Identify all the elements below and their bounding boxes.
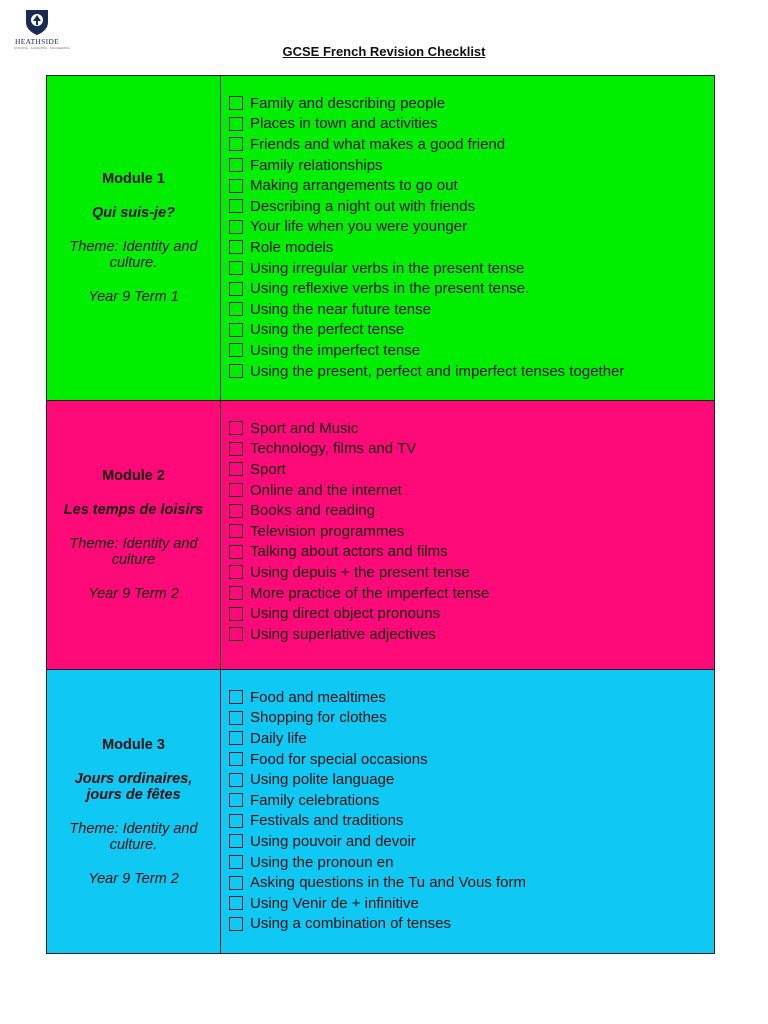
checklist-item-label: Television programmes	[250, 522, 405, 540]
module-theme	[69, 821, 197, 853]
theme-line: Theme: Identity and	[69, 820, 198, 837]
checklist-item-label: Talking about actors and films	[250, 543, 448, 561]
theme-line: culture	[111, 552, 156, 568]
checklist-item	[229, 708, 714, 729]
checklist-item	[229, 93, 714, 114]
checklist-item-label: Family relationships	[250, 156, 383, 174]
checklist-item-label: Using a combination of tenses	[250, 915, 451, 933]
module-row	[47, 76, 714, 400]
checkbox[interactable]	[229, 524, 243, 538]
checkbox[interactable]	[229, 752, 243, 766]
checklist-item-label: More practice of the imperfect tense	[250, 584, 490, 602]
checklist-item-label: Using polite language	[250, 771, 395, 789]
checklist-item-label: Using the pronoun en	[250, 853, 394, 871]
checkbox[interactable]	[229, 627, 243, 641]
checkbox[interactable]	[229, 876, 243, 890]
checkbox[interactable]	[229, 158, 243, 172]
checklist-item-label: Family and describing people	[250, 94, 446, 112]
checkbox[interactable]	[229, 240, 243, 254]
checklist-item	[229, 278, 714, 299]
module-row	[47, 669, 714, 953]
checklist-item-label: Sport and Music	[250, 419, 359, 437]
module-info	[47, 76, 221, 400]
checklist-item	[229, 852, 714, 873]
checklist-item-label: Using the perfect tense	[250, 321, 405, 339]
checklist-item	[229, 728, 714, 749]
checklist-item	[229, 914, 714, 935]
module-subtitle: Les temps de loisirs	[63, 502, 204, 518]
checklist-item-label: Shopping for clothes	[250, 709, 387, 727]
checklist-item	[229, 340, 714, 361]
checklist-item-label: Using the present, perfect and imperfect tenses together	[250, 362, 625, 380]
checkbox[interactable]	[229, 793, 243, 807]
checkbox[interactable]	[229, 483, 243, 497]
checklist-item	[229, 114, 714, 135]
checklist-item-label: Technology, films and TV	[250, 440, 417, 458]
checklist-item-label: Describing a night out with friends	[250, 197, 476, 215]
module-term: Year 9 Term 2	[88, 586, 179, 602]
module-info	[47, 670, 221, 953]
checkbox[interactable]	[229, 442, 243, 456]
checklist-item	[229, 562, 714, 583]
checkbox[interactable]	[229, 323, 243, 337]
checklist-item-label: Your life when you were younger	[250, 218, 468, 236]
checklist-item	[229, 769, 714, 790]
topic-list	[221, 670, 714, 953]
checklist-item-label: Using Venir de + infinitive	[250, 894, 419, 912]
checklist-item	[229, 217, 714, 238]
checklist-item-label: Using the near future tense	[250, 300, 431, 318]
checklist-table	[46, 75, 715, 954]
module-title: Module 2	[102, 468, 165, 484]
module-subtitle	[75, 771, 193, 803]
checklist-item-label: Using pouvoir and devoir	[250, 832, 416, 850]
checklist-item	[229, 320, 714, 341]
checklist-item-label: Food and mealtimes	[250, 688, 386, 706]
logo-tagline: STRIVING · ACHIEVING · SUCCEEDING	[14, 46, 70, 50]
checklist-item	[229, 603, 714, 624]
module-title: Module 3	[102, 736, 165, 753]
checklist-item	[229, 624, 714, 645]
checklist-item	[229, 583, 714, 604]
checklist-item	[229, 811, 714, 832]
checkbox[interactable]	[229, 834, 243, 848]
checkbox[interactable]	[229, 364, 243, 378]
checkbox[interactable]	[229, 545, 243, 559]
checklist-item	[229, 134, 714, 155]
checkbox[interactable]	[229, 773, 243, 787]
checkbox[interactable]	[229, 896, 243, 910]
checklist-item-label: Using direct object pronouns	[250, 605, 441, 623]
logo-name: HEATHSIDE	[15, 37, 59, 46]
module-term: Year 9 Term 1	[88, 289, 179, 305]
checkbox[interactable]	[229, 343, 243, 357]
checkbox[interactable]	[229, 690, 243, 704]
topic-list	[221, 401, 714, 669]
checkbox[interactable]	[229, 220, 243, 234]
checklist-item	[229, 687, 714, 708]
checkbox[interactable]	[229, 421, 243, 435]
checklist-item	[229, 790, 714, 811]
checkbox[interactable]	[229, 179, 243, 193]
shield-crest-icon	[24, 8, 50, 36]
topic-list	[221, 76, 714, 400]
checklist-item	[229, 299, 714, 320]
checklist-item	[229, 521, 714, 542]
checklist-item	[229, 237, 714, 258]
checklist-item	[229, 418, 714, 439]
checkbox[interactable]	[229, 117, 243, 131]
checkbox[interactable]	[229, 302, 243, 316]
checkbox[interactable]	[229, 731, 243, 745]
checklist-item	[229, 155, 714, 176]
page-title: GCSE French Revision Checklist	[282, 44, 486, 59]
checklist-item-label: Friends and what makes a good friend	[250, 135, 506, 153]
checklist-item-label: Family celebrations	[250, 791, 380, 809]
checklist-item-label: Sport	[250, 460, 286, 478]
module-term: Year 9 Term 2	[88, 870, 179, 887]
checkbox[interactable]	[229, 917, 243, 931]
checklist-item-label: Using the imperfect tense	[250, 341, 421, 359]
theme-line: Theme: Identity and	[69, 536, 198, 552]
checkbox[interactable]	[229, 199, 243, 213]
theme-line: Theme: Identity and	[69, 239, 198, 255]
checklist-item	[229, 542, 714, 563]
checkbox[interactable]	[229, 462, 243, 476]
checkbox[interactable]	[229, 607, 243, 621]
subtitle-line: Jours ordinaires,	[74, 770, 193, 787]
checklist-item-label: Using reflexive verbs in the present tense.	[250, 280, 530, 298]
checkbox[interactable]	[229, 96, 243, 110]
checkbox[interactable]	[229, 137, 243, 151]
module-theme	[69, 536, 197, 568]
checklist-item-label: Making arrangements to go out	[250, 177, 458, 195]
checkbox[interactable]	[229, 711, 243, 725]
checklist-item	[229, 500, 714, 521]
checklist-item	[229, 831, 714, 852]
checklist-item-label: Food for special occasions	[250, 750, 428, 768]
checkbox[interactable]	[229, 504, 243, 518]
checklist-item-label: Places in town and activities	[250, 115, 438, 133]
module-theme	[69, 239, 197, 271]
checklist-item	[229, 439, 714, 460]
module-info	[47, 401, 221, 669]
checkbox[interactable]	[229, 814, 243, 828]
checklist-item	[229, 361, 714, 382]
checkbox[interactable]	[229, 855, 243, 869]
checkbox[interactable]	[229, 565, 243, 579]
checklist-item	[229, 175, 714, 196]
checklist-item-label: Online and the internet	[250, 481, 402, 499]
checklist-item	[229, 872, 714, 893]
checkbox[interactable]	[229, 282, 243, 296]
checklist-item	[229, 459, 714, 480]
checklist-item-label: Festivals and traditions	[250, 812, 404, 830]
module-subtitle: Qui suis-je?	[92, 205, 175, 221]
checkbox[interactable]	[229, 586, 243, 600]
checklist-item	[229, 480, 714, 501]
checklist-item	[229, 258, 714, 279]
checklist-item-label: Using irregular verbs in the present tense	[250, 259, 525, 277]
subtitle-line: jours de fêtes	[86, 786, 181, 803]
checklist-item-label: Books and reading	[250, 502, 376, 520]
checklist-item-label: Role models	[250, 238, 334, 256]
module-row	[47, 400, 714, 669]
checklist-item-label: Using superlative adjectives	[250, 625, 436, 643]
checklist-item-label: Daily life	[250, 729, 307, 747]
module-title: Module 1	[102, 171, 165, 187]
checklist-item	[229, 196, 714, 217]
checklist-item	[229, 749, 714, 770]
checklist-item-label: Asking questions in the Tu and Vous form	[250, 874, 526, 892]
theme-line: culture.	[109, 255, 158, 271]
checklist-item-label: Using depuis + the present tense	[250, 563, 470, 581]
checklist-item	[229, 893, 714, 914]
checkbox[interactable]	[229, 261, 243, 275]
theme-line: culture.	[109, 836, 158, 853]
